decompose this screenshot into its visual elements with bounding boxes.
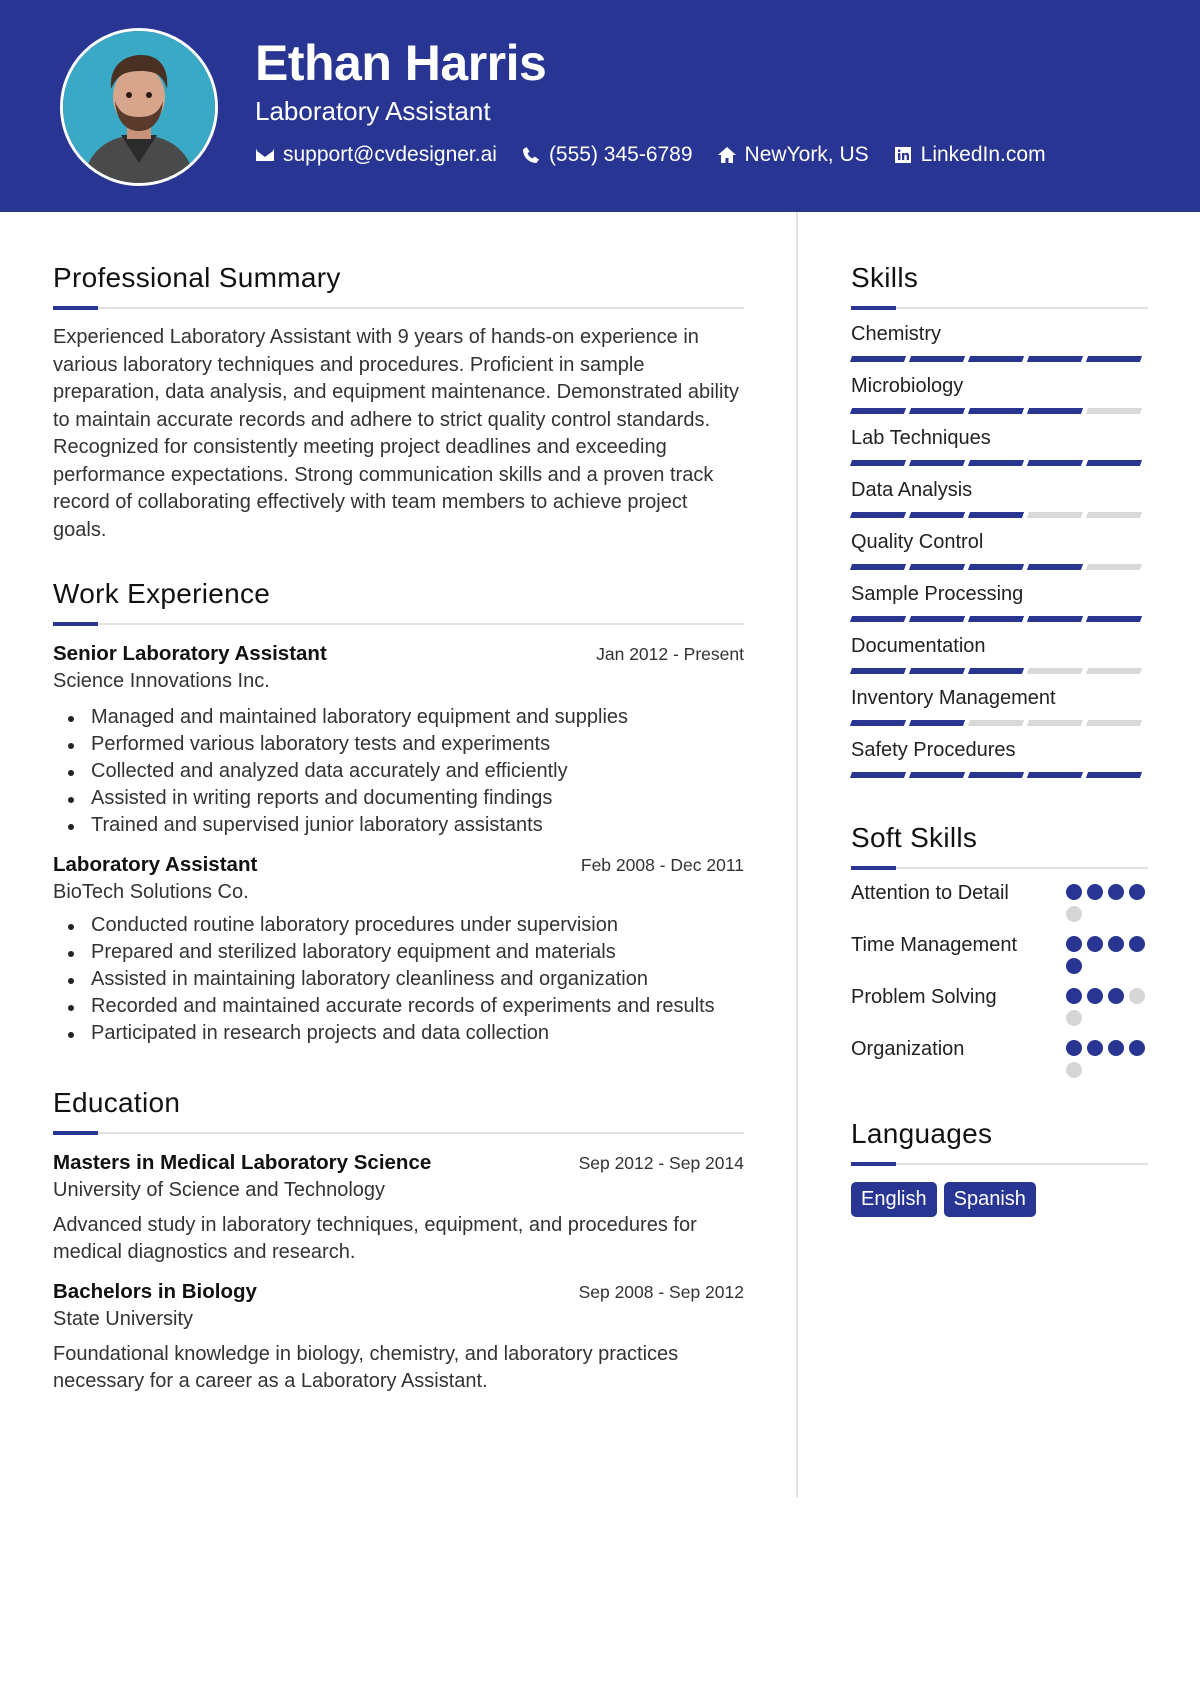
skill-name: Sample Processing (851, 583, 1024, 605)
skill-level-segment (909, 512, 965, 518)
skill-level-segment (968, 460, 1024, 466)
school-name: University of Science and Technology (53, 1179, 386, 1201)
job-company: Science Innovations Inc. (53, 670, 270, 692)
skill-name: Data Analysis (851, 479, 973, 501)
skill-level-segment (909, 460, 965, 466)
language-badge: Spanish (944, 1182, 1036, 1217)
skill-level-segment (850, 720, 906, 726)
soft-skill-name: Attention to Detail (851, 882, 1009, 904)
skill-name: Chemistry (851, 323, 942, 345)
job-bullet: Prepared and sterilized laboratory equipment and materials (53, 939, 744, 966)
skill-level-segment (968, 772, 1024, 778)
summary-heading: Professional Summary (53, 262, 341, 293)
job-bullet: Recorded and maintained accurate records of experiments and results (53, 993, 744, 1020)
soft-skill-name: Time Management (851, 934, 1017, 956)
skill-name: Quality Control (851, 531, 984, 553)
skill-level-segment (850, 408, 906, 414)
job-bullet: Conducted routine laboratory procedures under supervision (53, 912, 744, 939)
candidate-title: Laboratory Assistant (255, 96, 491, 126)
soft-skill-item (851, 1035, 1148, 1078)
skill-level-segment (968, 356, 1024, 362)
language-badge: English (851, 1182, 937, 1217)
skill-level-segment (1027, 720, 1083, 726)
linkedin-icon (893, 145, 913, 165)
skill-level-segment (850, 772, 906, 778)
skill-level-segment (850, 356, 906, 362)
languages-section (851, 1118, 1148, 1217)
rating-dot (1066, 1062, 1082, 1078)
education-dates: Sep 2008 - Sep 2012 (578, 1282, 744, 1302)
languages-heading: Languages (851, 1118, 993, 1149)
rating-dot (1066, 958, 1082, 974)
skill-level-segment (909, 668, 965, 674)
degree-title: Bachelors in Biology (53, 1280, 257, 1303)
soft-skill-rating (1066, 1035, 1148, 1078)
section-rule (53, 1131, 744, 1135)
rating-dot (1108, 988, 1124, 1004)
job-bullets (53, 704, 744, 839)
soft-skill-item (851, 983, 1148, 1026)
section-rule (53, 306, 744, 310)
skills-heading: Skills (851, 262, 919, 293)
skill-level-segment (909, 772, 965, 778)
soft-skill-name: Organization (851, 1038, 965, 1060)
soft-skills-section (851, 822, 1148, 1078)
education-description: Foundational knowledge in biology, chemistry, and laboratory practices necessary for a career as a Laboratory Assistant. (53, 1343, 679, 1392)
rating-dot (1066, 936, 1082, 952)
job-bullet: Assisted in writing reports and documenting findings (53, 785, 744, 812)
job-dates: Feb 2008 - Dec 2011 (580, 855, 744, 875)
soft-skills-heading: Soft Skills (851, 822, 978, 853)
skill-level-bar (851, 512, 1148, 518)
skill-level-segment (850, 616, 906, 622)
soft-skill-rating (1066, 983, 1148, 1026)
skill-level-segment (968, 512, 1024, 518)
skill-level-segment (850, 668, 906, 674)
job-bullet: Participated in research projects and data collection (53, 1020, 744, 1047)
skill-level-bar (851, 772, 1148, 778)
contact-email[interactable] (255, 143, 497, 167)
skill-level-segment (850, 460, 906, 466)
rating-dot (1066, 1040, 1082, 1056)
skill-level-bar (851, 564, 1148, 570)
skill-level-segment (1086, 564, 1142, 570)
skill-level-bar (851, 460, 1148, 466)
job-title: Laboratory Assistant (53, 853, 258, 876)
skill-level-segment (1086, 512, 1142, 518)
skill-name: Documentation (851, 635, 986, 657)
skill-level-segment (1027, 408, 1083, 414)
skill-level-segment (1027, 668, 1083, 674)
skill-level-segment (1027, 356, 1083, 362)
skill-level-bar (851, 668, 1148, 674)
resume-header (0, 0, 1200, 212)
profile-photo-image (63, 31, 215, 183)
school-name: State University (53, 1308, 194, 1330)
skill-item (851, 687, 1148, 726)
rating-dot (1087, 884, 1103, 900)
skill-level-segment (968, 668, 1024, 674)
rating-dot (1129, 1040, 1145, 1056)
education-dates: Sep 2012 - Sep 2014 (578, 1153, 744, 1173)
job-entry (53, 853, 744, 1047)
skill-level-bar (851, 408, 1148, 414)
rating-dot (1129, 884, 1145, 900)
skill-level-segment (1086, 668, 1142, 674)
skill-name: Lab Techniques (851, 427, 991, 449)
skill-level-bar (851, 616, 1148, 622)
skill-item (851, 479, 1148, 518)
rating-dot (1087, 988, 1103, 1004)
skill-item (851, 375, 1148, 414)
skill-level-segment (1086, 356, 1142, 362)
skill-level-segment (1086, 460, 1142, 466)
rating-dot (1108, 1040, 1124, 1056)
skill-level-segment (909, 564, 965, 570)
skill-item (851, 323, 1148, 362)
contact-phone[interactable] (521, 143, 693, 167)
skill-level-segment (909, 408, 965, 414)
education-description: Advanced study in laboratory techniques, equipment, and procedures for medical diagnostics and research. (53, 1214, 697, 1263)
section-rule (53, 622, 744, 626)
skill-level-segment (968, 616, 1024, 622)
main-column (53, 262, 744, 1395)
job-entry (53, 642, 744, 839)
job-bullets (53, 912, 744, 1047)
job-bullet: Trained and supervised junior laboratory assistants (53, 812, 744, 839)
rating-dot (1066, 884, 1082, 900)
envelope-icon (255, 145, 275, 165)
education-heading: Education (53, 1087, 181, 1118)
section-rule (851, 1162, 1148, 1166)
job-bullet: Performed various laboratory tests and experiments (53, 731, 744, 758)
rating-dot (1108, 884, 1124, 900)
skill-level-segment (1086, 772, 1142, 778)
skill-item (851, 427, 1148, 466)
contact-location (717, 143, 869, 167)
contact-email-text: support@cvdesigner.ai (283, 143, 497, 166)
summary-text: Experienced Laboratory Assistant with 9 years of hands-on experience in various laboratory techniques and procedures. Proficient in sample preparation, data analysis, and equipment maintenance. Demonstrated ability to maintain accurate records and adhere to strict quality control standards. Recognized for consistently meeting project deadlines and exceeding performance expectations. Strong communication skills and a proven track record of collaborating effectively with team members to achieve project goals. (53, 326, 739, 541)
skill-level-segment (1027, 512, 1083, 518)
skill-name: Inventory Management (851, 687, 1056, 709)
experience-heading: Work Experience (53, 578, 271, 609)
skill-level-segment (968, 564, 1024, 570)
skills-section (851, 262, 1148, 778)
education-entry (53, 1151, 744, 1266)
skill-name: Microbiology (851, 375, 964, 397)
rating-dot (1087, 936, 1103, 952)
skill-level-segment (1027, 616, 1083, 622)
skill-level-segment (968, 720, 1024, 726)
skill-level-segment (1027, 564, 1083, 570)
rating-dot (1108, 936, 1124, 952)
job-bullet: Collected and analyzed data accurately and efficiently (53, 758, 744, 785)
skill-level-bar (851, 720, 1148, 726)
skill-level-segment (850, 564, 906, 570)
skill-level-segment (1027, 772, 1083, 778)
rating-dot (1129, 936, 1145, 952)
skill-item (851, 583, 1148, 622)
rating-dot (1066, 1010, 1082, 1026)
contact-linkedin-text: LinkedIn.com (920, 143, 1046, 166)
education-entry (53, 1280, 744, 1395)
job-company: BioTech Solutions Co. (53, 881, 249, 903)
education-section (53, 1087, 744, 1395)
job-dates: Jan 2012 - Present (596, 644, 744, 664)
skill-level-segment (1086, 720, 1142, 726)
section-rule (851, 866, 1148, 870)
soft-skill-rating (1066, 931, 1148, 974)
skill-level-segment (1086, 616, 1142, 622)
soft-skill-item (851, 931, 1148, 974)
skill-level-segment (909, 616, 965, 622)
profile-photo (60, 28, 218, 186)
degree-title: Masters in Medical Laboratory Science (53, 1151, 432, 1174)
candidate-name: Ethan Harris (255, 35, 547, 91)
skill-item (851, 635, 1148, 674)
contact-phone-text: (555) 345-6789 (548, 143, 693, 166)
side-column (851, 262, 1148, 1217)
job-title: Senior Laboratory Assistant (53, 642, 327, 665)
job-bullet: Managed and maintained laboratory equipment and supplies (53, 704, 744, 731)
contact-linkedin[interactable] (893, 143, 1046, 167)
contact-list (255, 143, 1046, 167)
skill-level-segment (850, 512, 906, 518)
skill-level-bar (851, 356, 1148, 362)
soft-skill-item (851, 879, 1148, 922)
skill-level-segment (968, 408, 1024, 414)
job-bullet: Assisted in maintaining laboratory cleanliness and organization (53, 966, 744, 993)
skill-item (851, 739, 1148, 778)
soft-skill-rating (1066, 879, 1148, 922)
rating-dot (1087, 1040, 1103, 1056)
skill-level-segment (1086, 408, 1142, 414)
section-rule (851, 306, 1148, 310)
rating-dot (1129, 988, 1145, 1004)
phone-icon (521, 145, 541, 165)
contact-location-text: NewYork, US (744, 143, 869, 166)
rating-dot (1066, 906, 1082, 922)
rating-dot (1066, 988, 1082, 1004)
skill-name: Safety Procedures (851, 739, 1016, 761)
column-divider (796, 212, 798, 1497)
skill-level-segment (1027, 460, 1083, 466)
skill-level-segment (909, 356, 965, 362)
home-icon (717, 145, 737, 165)
summary-section (53, 262, 744, 544)
experience-section (53, 578, 744, 1047)
skill-level-segment (909, 720, 965, 726)
soft-skill-name: Problem Solving (851, 986, 997, 1008)
skill-item (851, 531, 1148, 570)
language-list (851, 1182, 1148, 1217)
